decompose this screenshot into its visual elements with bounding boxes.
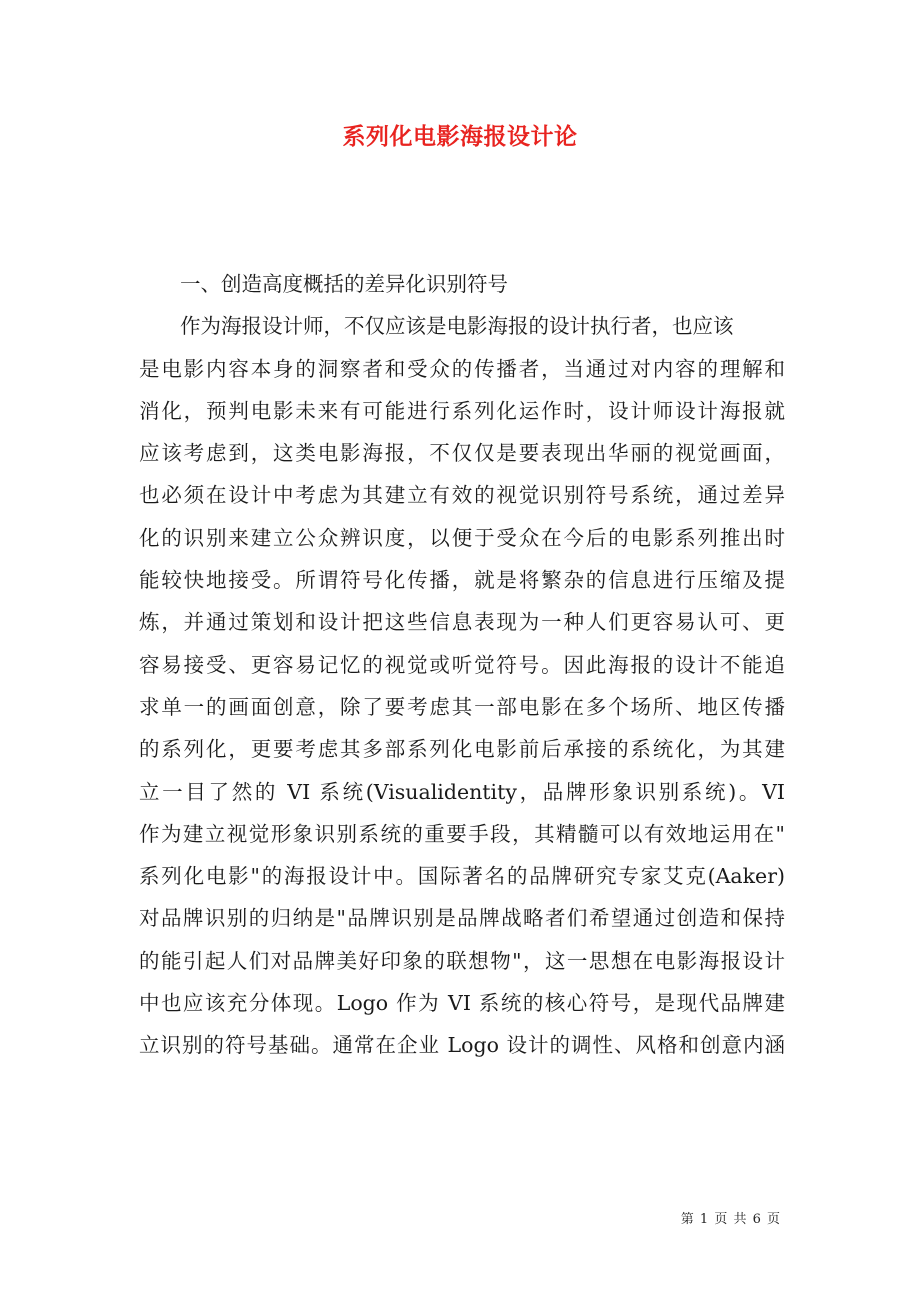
paragraph-line: 立识别的符号基础。通常在企业 Logo 设计的调性、风格和创意内涵 xyxy=(139,1033,785,1058)
paragraph-line: 也必须在设计中考虑为其建立有效的视觉识别符号系统，通过差异 xyxy=(139,483,785,508)
paragraph-line: 的系列化，更要考虑其多部系列化电影前后承接的系统化，为其建 xyxy=(139,737,785,762)
paragraph-line: 能较快地接受。所谓符号化传播，就是将繁杂的信息进行压缩及提 xyxy=(139,568,785,593)
body-text xyxy=(139,263,785,1067)
section-heading: 一、创造高度概括的差异化识别符号 xyxy=(180,272,508,296)
paragraph-line: 是电影内容本身的洞察者和受众的传播者，当通过对内容的理解和 xyxy=(139,356,785,381)
paragraph-line: 化的识别来建立公众辨识度，以便于受众在今后的电影系列推出时 xyxy=(139,525,785,550)
paragraph-line: 消化，预判电影未来有可能进行系列化运作时，设计师设计海报就 xyxy=(139,398,785,423)
paragraph-line: 炼，并通过策划和设计把这些信息表现为一种人们更容易认可、更 xyxy=(139,610,785,635)
document-title: 系列化电影海报设计论 xyxy=(342,123,578,150)
paragraph-line: 应该考虑到，这类电影海报，不仅仅是要表现出华丽的视觉画面， xyxy=(139,441,785,466)
paragraph-line: 容易接受、更容易记忆的视觉或听觉符号。因此海报的设计不能追 xyxy=(139,652,785,677)
paragraph-line: 系列化电影"的海报设计中。国际著名的品牌研究专家艾克(Aaker) xyxy=(139,864,785,889)
paragraph-line: 对品牌识别的归纳是"品牌识别是品牌战略者们希望通过创造和保持 xyxy=(139,906,785,931)
paragraph-line: 中也应该充分体现。Logo 作为 VI 系统的核心符号，是现代品牌建 xyxy=(139,991,785,1016)
paragraph-line: 作为海报设计师，不仅应该是电影海报的设计执行者，也应该 xyxy=(180,314,734,339)
paragraph-line: 求单一的画面创意，除了要考虑其一部电影在多个场所、地区传播 xyxy=(139,694,785,719)
paragraph-line: 的能引起人们对品牌美好印象的联想物"，这一思想在电影海报设计 xyxy=(139,948,785,973)
paragraph-line: 作为建立视觉形象识别系统的重要手段，其精髓可以有效地运用在" xyxy=(139,821,785,846)
paragraph-line: 立一目了然的 VI 系统(Visualidentity，品牌形象识别系统)。VI xyxy=(139,779,785,804)
page-indicator: 第 1 页 共 6 页 xyxy=(680,1212,781,1227)
